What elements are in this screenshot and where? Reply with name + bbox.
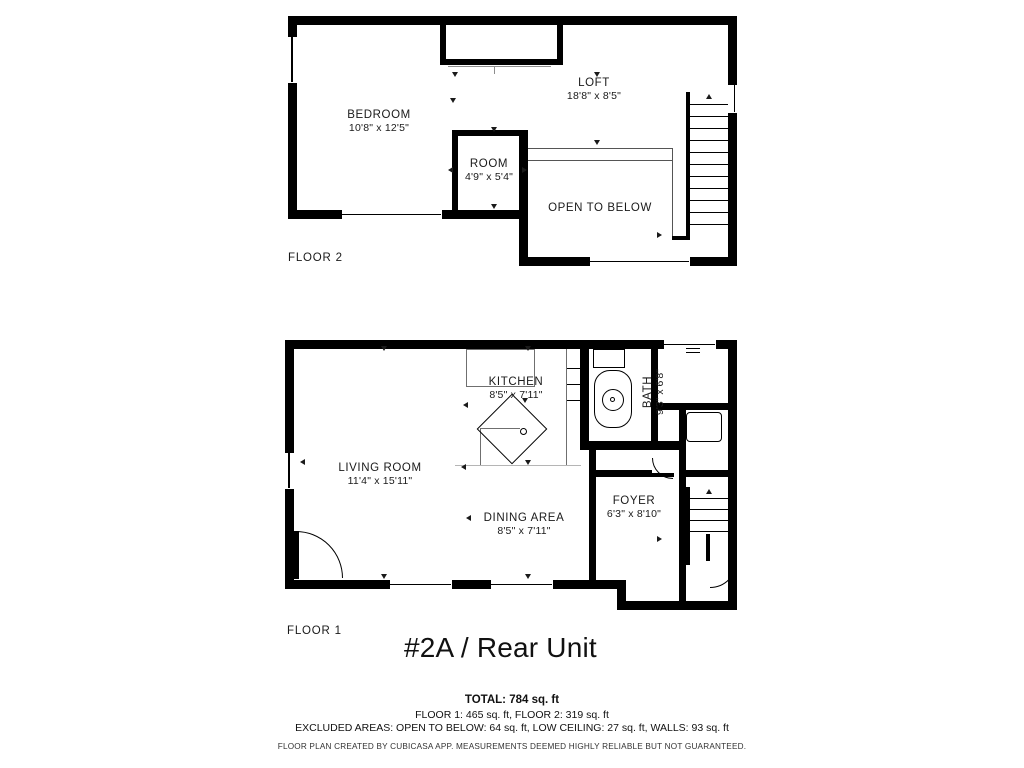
door-leaf-foyer-bath — [652, 473, 674, 477]
kitchen-counter-top2 — [466, 349, 534, 350]
floor1-wall-entry-vertical — [617, 580, 626, 610]
floor1-wall-foyer-top — [596, 470, 652, 477]
room-dimensions: 8'5" x 7'11" — [489, 389, 543, 402]
room-name: BEDROOM — [347, 109, 411, 121]
room-label-foyer — [588, 494, 680, 522]
floor1-wall-foyer-stub — [686, 470, 728, 477]
floor1-wall-bath-top-right — [658, 403, 728, 410]
room-label-dining-area — [462, 511, 586, 539]
floor1-stair-tread — [690, 509, 728, 510]
kitchen-stove-burner — [520, 428, 527, 435]
room-dimensions: 9'3" x 6'8" — [654, 369, 666, 415]
room-label-living-room — [318, 461, 442, 489]
kitchen-counter-vert — [566, 419, 567, 465]
room-name: KITCHEN — [488, 376, 544, 388]
floor1-window-left-glass — [288, 452, 290, 488]
room-name: LIVING ROOM — [338, 462, 422, 474]
room-name: ROOM — [469, 158, 509, 170]
floor1-window-bottom-2-glass — [490, 584, 552, 586]
summary-disclaimer: FLOOR PLAN CREATED BY CUBICASA APP. MEASUREMENTS DEEMED HIGHLY RELIABLE BUT NOT GUARANTEED. — [277, 742, 747, 751]
room-dimensions: 6'3" x 8'10" — [606, 508, 662, 521]
bath-sink-drain — [610, 397, 615, 402]
bath-wall-mark — [686, 348, 700, 349]
room-dimensions: 4'9" x 5'4" — [464, 171, 514, 184]
room-name: LOFT — [578, 77, 610, 89]
dim-arrow — [525, 574, 531, 579]
door-leaf-living-room — [294, 531, 299, 579]
dim-arrow — [463, 402, 468, 408]
room-dimensions: 11'4" x 15'11" — [347, 475, 413, 488]
dim-arrow — [381, 346, 387, 351]
bath-vanity — [593, 349, 625, 368]
page-title: #2A / Rear Unit — [404, 632, 597, 663]
floor1-wall-bath-left — [589, 441, 679, 450]
bath-wall-mark2 — [686, 352, 700, 353]
dim-arrow — [657, 536, 662, 542]
door-leaf-entry — [706, 534, 710, 561]
dim-arrow — [300, 459, 305, 465]
floor1-label: FLOOR 1 — [287, 625, 342, 637]
summary-total — [0, 694, 1024, 706]
room-dimensions: 8'5" x 7'11" — [497, 525, 551, 538]
room-name: FOYER — [612, 495, 656, 507]
floor1-open-divider — [455, 465, 581, 466]
room-label-bath — [642, 352, 666, 432]
kitchen-counter-right — [566, 368, 580, 369]
room-name: DINING AREA — [483, 512, 565, 524]
floor2-label: FLOOR 2 — [288, 252, 343, 264]
kitchen-stove — [477, 394, 548, 465]
dim-arrow — [381, 574, 387, 579]
room-label-kitchen — [455, 375, 577, 403]
floor1-stair-direction-arrow — [706, 489, 712, 494]
summary-total-label: TOTAL: — [464, 694, 507, 706]
bath-toilet — [686, 412, 722, 442]
floor1-wall-kitchen-right — [580, 340, 589, 450]
dim-arrow — [525, 346, 531, 351]
floor1-window-bottom-1-glass — [389, 584, 451, 586]
floor1-stair-tread — [690, 520, 728, 521]
room-dimensions: 10'8" x 12'5" — [348, 122, 410, 135]
floor1-window-left — [285, 452, 294, 490]
floor1-window-top-glass — [663, 344, 715, 346]
summary-breakdown: FLOOR 1: 465 sq. ft, FLOOR 2: 319 sq. ft — [415, 709, 609, 721]
room-dimensions: 18'8" x 8'5" — [566, 90, 622, 103]
floor1-stair-tread — [690, 531, 728, 532]
summary-excluded: EXCLUDED AREAS: OPEN TO BELOW: 64 sq. ft, LOW CEILING: 27 sq. ft, WALLS: 93 sq. ft — [295, 722, 729, 734]
dim-arrow — [525, 460, 531, 465]
summary-total-value: 784 sq. ft — [509, 694, 560, 706]
room-name: BATH — [642, 375, 654, 409]
dim-arrow — [461, 464, 466, 470]
floor1-wall-bottom-right — [617, 601, 737, 610]
floor1-wall-foyer-divider — [679, 410, 686, 610]
floor1-stair-tread — [690, 498, 728, 499]
room-name: OPEN TO BELOW — [548, 202, 652, 214]
